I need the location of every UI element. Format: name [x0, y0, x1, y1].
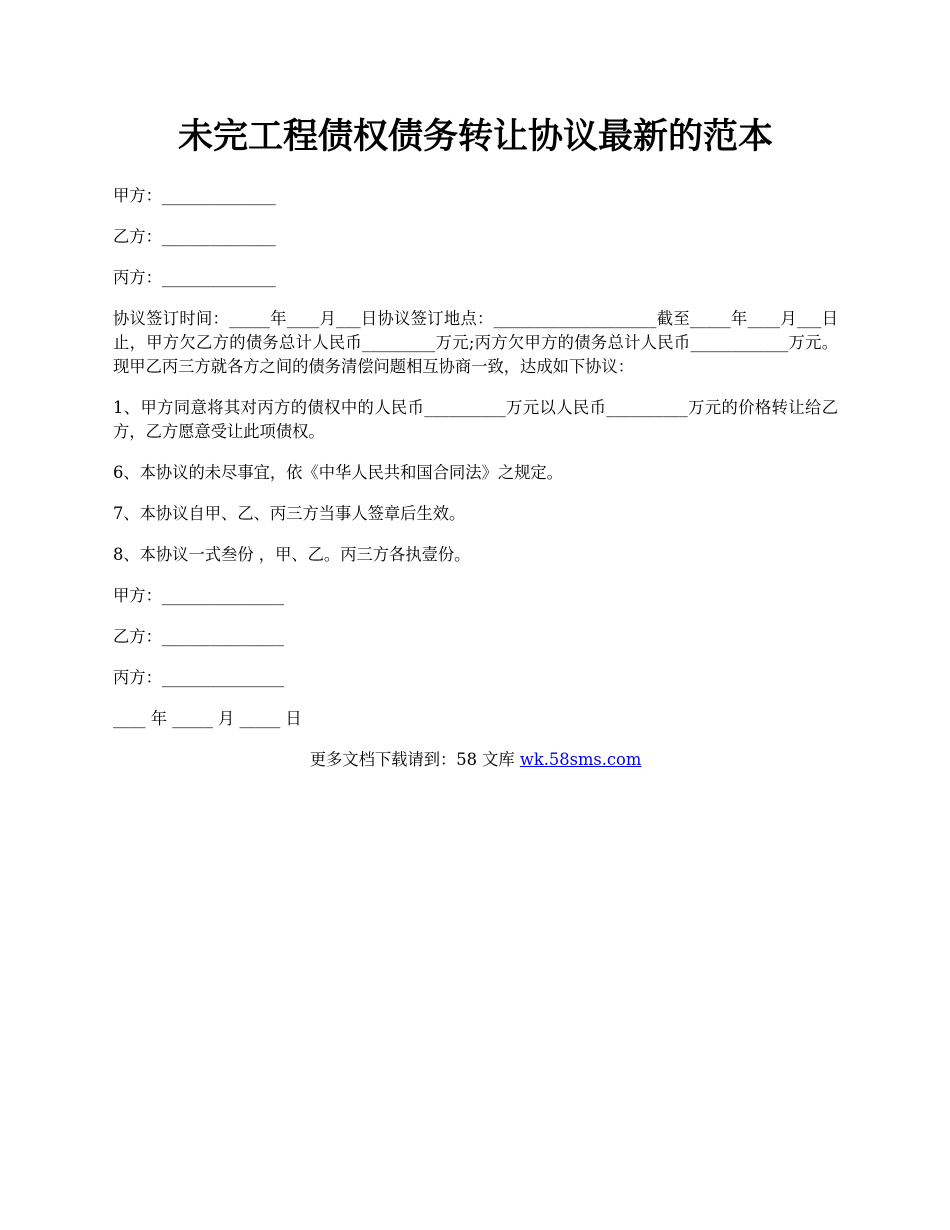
party-b-signature-line: 乙方：_______________ [113, 627, 284, 646]
signature-date-line: ____ 年 _____ 月 _____ 日 [113, 709, 302, 728]
clause-6-paragraph: 6、本协议的未尽事宜，依《中华人民共和国合同法》之规定。 [113, 463, 563, 482]
footer-prefix-text: 更多文档下载请到：58 文库 [309, 750, 520, 769]
agreement-intro-paragraph: 协议签订时间：_____年____月___日协议签订地点：____________________截至_____年____月___日止，甲方欠乙方的债务总计人民币_________万元;丙方欠甲方的债务总计人民币____________万元。现甲乙丙三方就各方之间的债务清偿问题相互协商一致，达成如下协议： [113, 309, 838, 376]
party-c-line-top: 丙方：______________ [113, 268, 276, 287]
document-title: 未完工程债权债务转让协议最新的范本 [177, 116, 773, 157]
party-b-line-top: 乙方：______________ [113, 227, 276, 246]
party-c-signature-line: 丙方：_______________ [113, 668, 284, 687]
party-a-signature-line: 甲方：_______________ [113, 586, 284, 605]
clause-7-paragraph: 7、本协议自甲、乙、丙三方当事人签章后生效。 [113, 504, 466, 523]
download-footer [113, 748, 838, 772]
footer-website-link[interactable]: wk.58sms.com [519, 750, 642, 769]
clause-8-paragraph: 8、本协议一式叁份 ，甲、乙。丙三方各执壹份。 [113, 545, 471, 564]
clause-1-paragraph: 1、甲方同意将其对丙方的债权中的人民币__________万元以人民币__________万元的价格转让给乙方，乙方愿意受让此项债权。 [113, 398, 838, 441]
party-a-line-top: 甲方：______________ [113, 186, 276, 205]
